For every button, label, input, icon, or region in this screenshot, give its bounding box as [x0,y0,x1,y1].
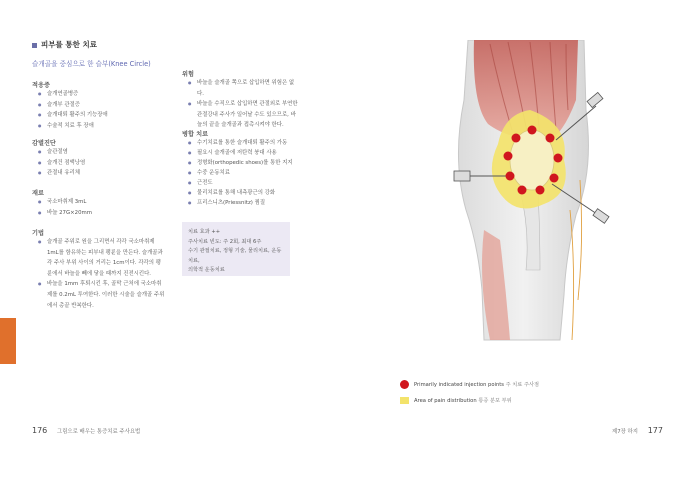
legend-text-ko: 주 치료 주사점 [505,382,540,388]
list-item: ● 슬개건 점액낭염 [38,158,168,169]
injection-point [512,134,521,143]
injection-point [506,172,515,181]
list-item: ● 필요시 슬개골에 저탄력 붕대 사용 [188,148,308,158]
knee-illustration [380,40,620,345]
technique-list [38,237,166,311]
injection-point [504,152,513,161]
list-item: ● 슬개골 주위로 원을 그리면서 각각 국소마취제 1mL를 함유하는 피부내 팽륜을 만든다. 슬개골과 각 주사 부위 사이의 거리는 1cm이다. 각각의 팽륜에서 바늘을 빼에 닿을 때까지 진전시킨다. [38,237,166,279]
injection-point [546,134,555,143]
yellow-square-icon [400,397,409,404]
injection-point [518,186,527,195]
legend-text-en: Area of pain distribution [414,398,477,404]
note-line: 치료 효과 ++ [188,229,221,235]
legend-text-en: Primarily indicated injection points [414,382,504,388]
list-item: ● 슬관절염 [38,147,168,158]
page-number-left: 176 [32,426,48,435]
legend-text-ko: 통증 분포 부위 [478,398,512,404]
injection-point [528,126,537,135]
treatment-note-box [182,222,290,276]
technique-heading: 기법 [32,230,44,237]
indication-heading: 적응증 [32,82,50,89]
risk-heading: 위험 [182,71,194,78]
list-item: ● 물리치료를 통해 내측광근의 강화 [188,188,308,198]
list-item: ● 프리스니츠(Priessnitz) 찜질 [188,198,308,208]
injection-point [554,154,563,163]
footer-left [32,426,140,435]
bullet-square-icon [32,43,37,48]
list-item: ● 바늘 27G×20mm [38,208,168,219]
chapter-tab [0,318,16,364]
book-title: 그림으로 배우는 통증치료 주사요법 [57,429,141,435]
list-item: ● 슬개연골병증 [38,89,168,100]
list-item: ● 관절내 유리체 [38,168,168,179]
section-title [32,39,97,50]
differential-heading: 감별진단 [32,140,56,147]
list-item: ● 바늘을 슬개골 쪽으로 삽입하면 위험은 없다. [188,78,298,99]
injection-point [550,174,559,183]
note-line: 수기 관절치료, 정형 기술, 물리치료, 운동치료, [188,248,282,264]
chapter-label: 제7장 하지 [612,429,638,435]
note-line: 주사치료 빈도: 주 2회, 최대 6주 [188,238,262,245]
list-item: ● 정형화(orthopedic shoes)를 통한 지지 [188,158,308,168]
list-item: ● 국소마취제 3mL [38,197,168,208]
list-item: ● 바늘을 수직으로 삽입하면 관절외로 부연한 관절강내 주사가 일어날 수도 있으므로, 바늘의 끝을 슬개골과 접촉시켜야 한다. [188,99,298,131]
injection-point [536,186,545,195]
list-item: ● 바늘을 1mm 후퇴시킨 후, 골막 근처에 국소마취제를 0.2mL 투여한다. 이러한 시술을 슬개골 주위에서 총끝 반복한다. [38,279,166,311]
list-item: ● 근전도 [188,178,308,188]
risk-list [188,78,298,131]
subsection-title: 슬개골을 중심으로 한 슬부(Knee Circle) [32,60,151,68]
indication-list [38,89,168,131]
list-item: ● 수중 운동치료 [188,168,308,178]
adjuvant-heading: 병합 치료 [182,131,209,138]
legend-pain-area [400,397,512,404]
legend-injection [400,380,539,389]
section-title-text: 피부를 통한 치료 [41,40,97,49]
note-line: 의학적 운동치료 [188,267,225,273]
list-item: ● 슬개부 관절증 [38,100,168,111]
materials-list [38,197,168,218]
list-item: ● 수기치료를 통한 슬개대퇴 활주의 가동 [188,138,308,148]
list-item: ● 슬개대퇴 활주의 기능장애 [38,110,168,121]
differential-list [38,147,168,179]
page-number-right: 177 [647,426,663,435]
adjuvant-list [188,138,308,208]
list-item: ● 수술적 치료 후 장애 [38,121,168,132]
red-dot-icon [400,380,409,389]
footer-right [612,426,663,435]
materials-heading: 재료 [32,190,44,197]
